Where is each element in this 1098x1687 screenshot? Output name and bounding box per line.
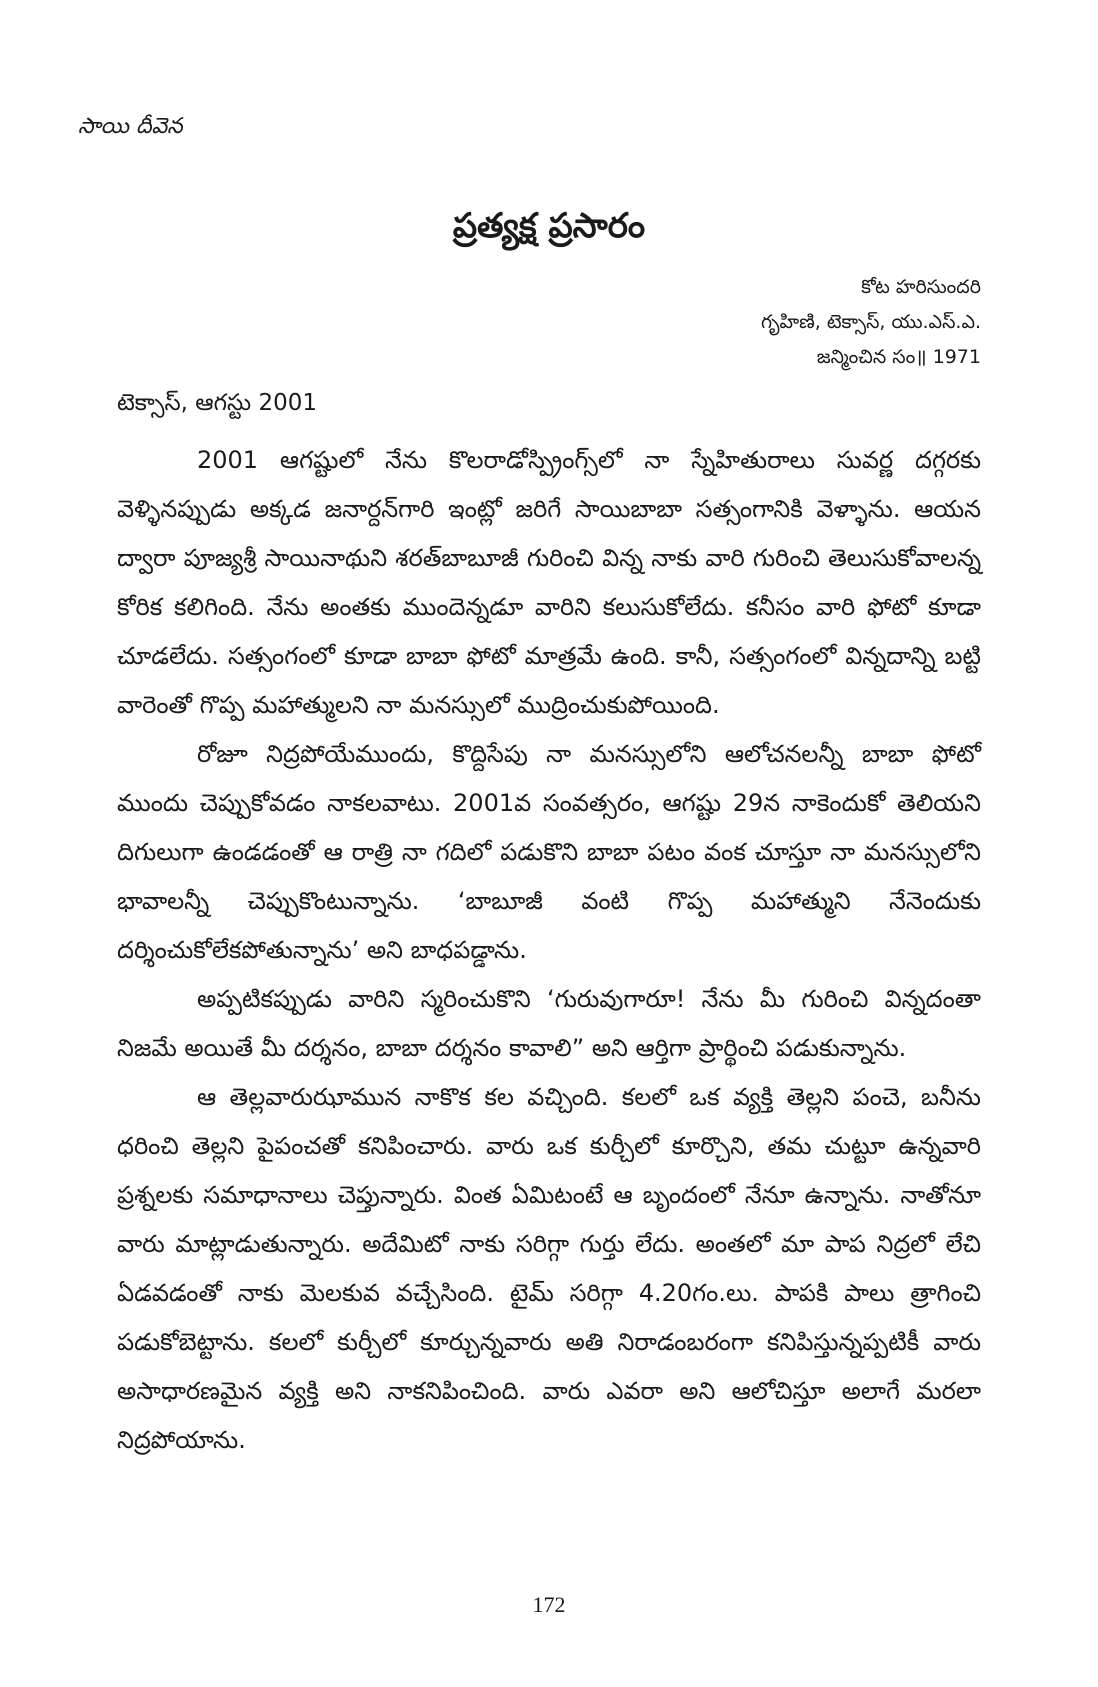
author-byline bbox=[761, 270, 981, 375]
author-name: కోట హరిసుందరి bbox=[861, 276, 981, 298]
author-detail: గృహిణి, టెక్సాస్, యు.ఎస్.ఎ. bbox=[760, 311, 981, 333]
running-header: సాయి దీవెన bbox=[78, 114, 183, 139]
author-birth-year: జన్మించిన సం॥ 1971 bbox=[816, 346, 981, 368]
paragraph: ఆ తెల్లవారుఝామున నాకొక కల వచ్చింది. కలలో ఒక వ్యక్తి తెల్లని పంచె, బనీను ధరించి తెల్లని పైపంచతో కనిపించారు. వారు ఒక కుర్చీలో కూర్చొని, తమ చుట్టూ ఉన్నవారి ప్రశ్నలకు సమాధానాలు చెప్తున్నారు. వింత ఏమిటంటే ఆ బృందంలో నేనూ ఉన్నాను. నాతోనూ వారు మాట్లాడుతున్నారు. అదేమిటో నాకు సరిగ్గా గుర్తు లేదు. అంతలో మా పాప నిద్రలో లేచి ఏడవడంతో నాకు మెలకువ వచ్చేసింది. టైమ్ సరిగ్గా 4.20గం.లు. పాపకి పాలు త్రాగించి పడుకోబెట్టాను. కలలో కుర్చీలో కూర్చున్నవారు అతి నిరాడంబరంగా కనిపిస్తున్నప్పటికీ వారు అసాధారణమైన వ్యక్తి అని నాకనిపించింది. వారు ఎవరా అని ఆలోచిస్తూ అలాగే మరలా నిద్రపోయాను. bbox=[117, 1083, 981, 1454]
paragraph: అప్పటికప్పుడు వారిని స్మరించుకొని ‘గురువుగారూ! నేను మీ గురించి విన్నదంతా నిజమే అయితే మీ దర్శనం, బాబా దర్శనం కావాలి” అని ఆర్తిగా ప్రార్థించి పడుకున్నాను. bbox=[117, 985, 981, 1062]
article-body bbox=[117, 436, 981, 1465]
page-number: 172 bbox=[532, 1592, 566, 1617]
paragraph: రోజూ నిద్రపోయేముందు, కొద్దిసేపు నా మనస్సులోని ఆలోచనలన్నీ బాబా ఫోటో ముందు చెప్పుకోవడం నాకలవాటు. 2001వ సంవత్సరం, ఆగష్టు 29న నాకెందుకో తెలియని దిగులుగా ఉండడంతో ఆ రాత్రి నా గదిలో పడుకొని బాబా పటం వంక చూస్తూ నా మనస్సులోని భావాలన్నీ చెప్పుకొంటున్నాను. ‘బాబూజీ వంటి గొప్ప మహాత్ముని నేనెందుకు దర్శించుకోలేకపోతున్నాను’ అని బాధపడ్డాను. bbox=[117, 740, 981, 964]
article-title: ప్రత్యక్ష ప్రసారం bbox=[452, 206, 646, 246]
paragraph: 2001 ఆగష్టులో నేను కొలరాడోస్ప్రింగ్స్‌లో నా స్నేహితురాలు సువర్ణ దగ్గరకు వెళ్ళినప్పుడు అక్కడ జనార్దన్‌గారి ఇంట్లో జరిగే సాయిబాబా సత్సంగానికి వెళ్ళాను. ఆయన ద్వారా పూజ్యశ్రీ సాయినాథుని శరత్‌బాబూజీ గురించి విన్న నాకు వారి గురించి తెలుసుకోవాలన్న కోరిక కలిగింది. నేను అంతకు ముందెన్నడూ వారిని కలుసుకోలేదు. కనీసం వారి ఫోటో కూడా చూడలేదు. సత్సంగంలో కూడా బాబా ఫోటో మాత్రమే ఉంది. కానీ, సత్సంగంలో విన్నదాన్ని బట్టి వారెంతో గొప్ప మహాత్ములని నా మనస్సులో ముద్రించుకుపోయింది. bbox=[117, 446, 981, 719]
dateline: టెక్సాస్, ఆగస్టు 2001 bbox=[117, 390, 317, 416]
